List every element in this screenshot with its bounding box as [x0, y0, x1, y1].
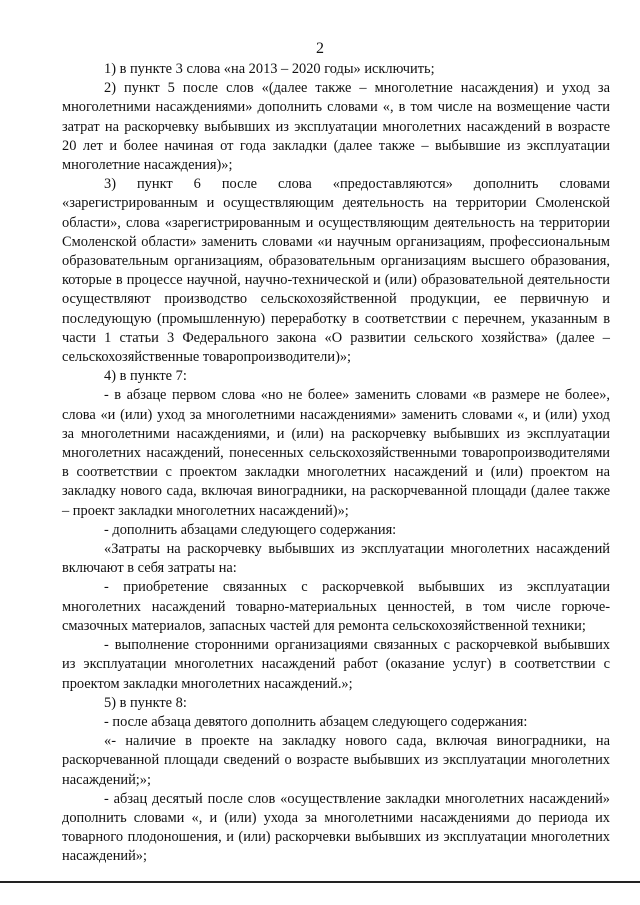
paragraph-2: 2) пункт 5 после слов «(далее также – многолетние насаждения) и уход за многолетними насаждениями» дополнить словами «, в том числе на возмещение части затрат на раскорчевку выбывших из эксплуатации многолетних насаждений в возрасте 20 лет и более начиная от года закладки (далее также – выбывшие из эксплуатации многолетние насаждения)»; [62, 80, 610, 174]
paragraph-4: 4) в пункте 7: [104, 368, 187, 385]
document-body [62, 60, 610, 867]
paragraph-5: - в абзаце первом слова «но не более» заменить словами «в размере не более», слова «и (или) уход за многолетними насаждениями» заменить словами «, и (или) уход за многолетними насаждениями, и (или) на раскорчевку выбывших из эксплуатации многолетних насаждений, понесенных сельскохозяйственными товаропроизводителями в соответствии с проектом закладки многолетних насаждений и (или) проектом на закладку нового сада, включая виноградники, на раскорчеванной площади (далее также – проект закладки многолетних насаждений)»; [62, 387, 610, 519]
paragraph-11: - после абзаца девятого дополнить абзацем следующего содержания: [104, 713, 528, 730]
paragraph-10: 5) в пункте 8: [104, 694, 187, 711]
page-bottom-rule [0, 881, 640, 883]
paragraph-1: 1) в пункте 3 слова «на 2013 – 2020 годы» исключить; [104, 61, 435, 77]
paragraph-7: «Затраты на раскорчевку выбывших из эксплуатации многолетних насаждений включают в себя затраты на: [62, 541, 610, 577]
paragraph-13: - абзац десятый после слов «осуществление закладки многолетних насаждений» дополнить словами «, и (или) ухода за многолетними насаждениями до периода их товарного плодоношения, и (или) раскорчевки выбывших из эксплуатации многолетних насаждений»; [62, 790, 610, 865]
paragraph-3: 3) пункт 6 после слова «предоставляются» дополнить словами «зарегистрированным и осуществляющим деятельность на территории Смоленской области», слова «зарегистрированным и осуществляющим деятельность на территории Смоленской области» заменить словами «и научным организациям, профессиональным образовательным организациям, образовательным организациям высшего образования, которые в процессе научной, научно-технической и (или) образовательной деятельности осуществляют производство сельскохозяйственной продукции, ее первичную и последующую (промышленную) переработку в соответствии с перечнем, указанным в части 1 статьи 3 Федерального закона «О развитии сельского хозяйства» (далее – сельскохозяйственные товаропроизводители)»; [62, 176, 610, 366]
paragraph-6: - дополнить абзацами следующего содержания: [104, 521, 397, 538]
paragraph-9: - выполнение сторонними организациями связанных с раскорчевкой выбывших из эксплуатации многолетних насаждений работ (оказание услуг) в соответствии с проектом закладки многолетних насаждений.»; [62, 637, 610, 692]
page-number: 2 [316, 40, 324, 57]
paragraph-12: «- наличие в проекте на закладку нового сада, включая виноградники, на раскорчеванной площади сведений о возрасте выбывших из эксплуатации многолетних насаждений;»; [62, 733, 610, 788]
paragraph-8: - приобретение связанных с раскорчевкой выбывших из эксплуатации многолетних насаждений товарно-материальных ценностей, в том числе горюче-смазочных материалов, запасных частей для ремонта сельскохозяйственной техники; [62, 579, 610, 634]
